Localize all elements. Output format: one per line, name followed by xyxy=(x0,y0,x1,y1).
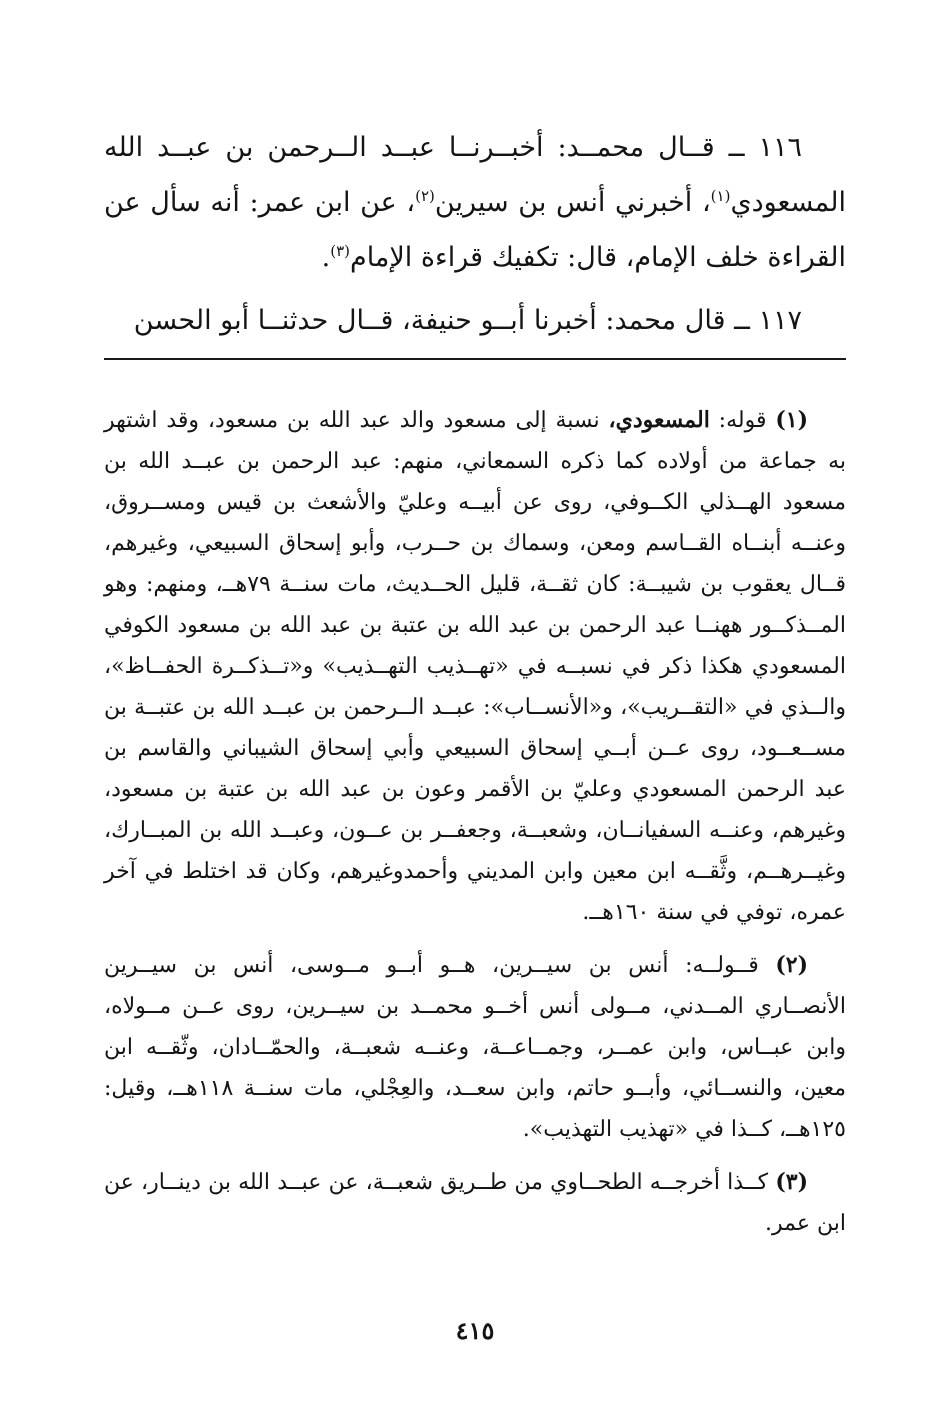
footnote-term: المسعودي، xyxy=(608,407,710,433)
footnote-text: أنس بن سيــرين، هــو أبــو مــوسى، أنس بن سيــرين الأنصــاري المــدني، مــولى أنس أخــو محمــد بن سيــرين، روى عــن مــولاه، وابن عبــاس، وابن عمــر، وجمــاعــة، وعنــه شعبــة، والحمّــادان، وثّقــه ابن معين، والنســائي، وأبــو حاتم، وابن سعــد، والعِجْلي، مات سنــة ١١٨هــ، وقيل: ١٢٥هــ، كــذا في «تهذيب التهذيب». xyxy=(104,953,846,1142)
footnote-ref[interactable]: (١) xyxy=(710,187,731,205)
footnotes xyxy=(104,400,846,1256)
hadith-paragraph-117 xyxy=(104,293,846,348)
page-number: ٤١٥ xyxy=(455,1316,495,1345)
footnote-ref[interactable]: (٢) xyxy=(415,187,435,205)
footnote-number: (٣) xyxy=(775,1169,808,1195)
hadith-text: . xyxy=(321,242,331,273)
main-text xyxy=(104,120,846,348)
footnote-ref[interactable]: (٣) xyxy=(330,242,350,260)
footnote-number: (١) xyxy=(775,407,808,433)
footnote-1 xyxy=(104,400,846,933)
hadith-number: ١١٧ ــ xyxy=(734,305,802,336)
footnote-lead: قــولــه: xyxy=(685,953,759,978)
footnote-2 xyxy=(104,945,846,1150)
footnote-3 xyxy=(104,1162,846,1244)
footnote-lead: قوله: xyxy=(718,408,767,433)
hadith-text: ، أخبرني أنس بن سيرين xyxy=(434,187,711,218)
main-text-block xyxy=(104,120,846,356)
hadith-paragraph-116 xyxy=(104,120,846,285)
footnote-text: نسبة إلى مسعود والد عبد الله بن مسعود، وقد اشتهر به جماعة من أولاده كما ذكره السمعاني، منهم: عبد الرحمن بن عبــد الله بن مسعود الهــذلي الكــوفي، روى عن أبيــه وعليّ والأشعث بن قيس ومســروق، وعنــه أبنــاه القــاسم ومعن، وسماك بن حــرب، وأبو إسحاق السبيعي، وغيرهم، قــال يعقوب بن شيبــة: كان ثقــة، قليل الحــديث، مات سنــة ٧٩هــ، ومنهم: وهو المــذكــور ههنــا عبد الرحمن بن عبد الله بن عتبة بن عبد الله بن مسعود الكوفي المسعودي هكذا ذكر في نسبــه في «تهــذيب التهــذيب» و«تــذكــرة الحفــاظ»، والــذي في «التقــريب»، و«الأنســاب»: عبــد الــرحمن بن عبــد الله بن عتبــة بن مســعــود، روى عــن أبــي إسحاق السبيعي وأبي إسحاق الشيباني والقاسم بن عبد الرحمن المسعودي وعليّ بن الأقمر وعون بن عبد الله بن عتبة بن مسعود، وغيرهم، وعنــه السفيانــان، وشعبــة، وجعفــر بن عــون، وعبــد الله بن المبــارك، وغيــرهــم، وثَّقــه ابن معين وابن المديني وأحمدوغيرهم، وكان قد اختلط في آخر عمره، توفي في سنة ١٦٠هــ. xyxy=(104,408,846,925)
hadith-text: قــال محمــد: أخبــرنــا عبــد الــرحمن بن عبــد الله المسعودي xyxy=(104,132,846,218)
footnote-divider xyxy=(104,358,846,360)
hadith-text: قال محمد: أخبرنا أبــو حنيفة، قــال حدثنــا أبو الحسن xyxy=(133,305,726,336)
footnote-number: (٢) xyxy=(775,952,809,978)
hadith-number: ١١٦ ــ xyxy=(728,132,802,163)
hadith-text: ، عن ابن عمر: أنه سأل عن القراءة خلف الإمام، قال: تكفيك قراءة الإمام xyxy=(104,187,846,273)
footnote-text: كــذا أخرجــه الطحــاوي من طــريق شعبــة، عن عبــد الله بن دينــار، عن ابن عمر. xyxy=(104,1170,846,1236)
